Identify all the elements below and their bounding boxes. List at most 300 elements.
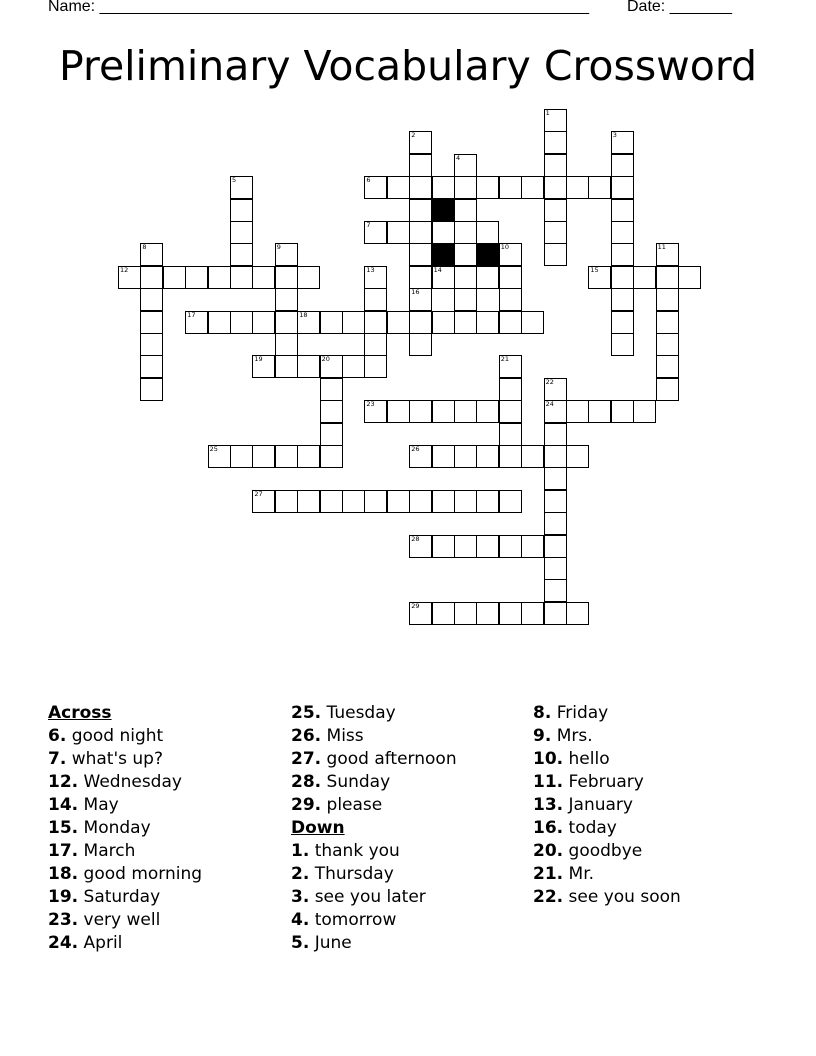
clue-number: 1. bbox=[291, 841, 310, 861]
crossword-cell[interactable] bbox=[230, 266, 253, 289]
clue-item bbox=[533, 886, 681, 909]
crossword-cell[interactable] bbox=[432, 266, 455, 289]
crossword-cell[interactable] bbox=[566, 400, 589, 423]
clue-number: 4. bbox=[291, 910, 310, 930]
crossword-cell[interactable] bbox=[364, 400, 387, 423]
crossword-cell[interactable] bbox=[454, 311, 477, 334]
crossword-cell[interactable] bbox=[297, 445, 320, 468]
crossword-cell[interactable] bbox=[409, 535, 432, 558]
crossword-cell[interactable] bbox=[544, 557, 567, 580]
crossword-cell[interactable] bbox=[432, 535, 455, 558]
crossword-cell[interactable] bbox=[454, 288, 477, 311]
crossword-cell[interactable] bbox=[364, 176, 387, 199]
crossword-cell[interactable] bbox=[140, 333, 163, 356]
clue-text: Wednesday bbox=[83, 772, 182, 792]
clue-item bbox=[291, 794, 457, 817]
crossword-cell[interactable] bbox=[454, 490, 477, 513]
crossword-cell[interactable] bbox=[208, 311, 231, 334]
crossword-cell[interactable] bbox=[566, 445, 589, 468]
crossword-cell[interactable] bbox=[409, 400, 432, 423]
clue-number-label: 29 bbox=[411, 601, 420, 610]
crossword-cell[interactable] bbox=[544, 221, 567, 244]
crossword-cell[interactable] bbox=[230, 221, 253, 244]
crossword-cell[interactable] bbox=[364, 490, 387, 513]
clue-item bbox=[291, 702, 457, 725]
crossword-cell[interactable] bbox=[320, 490, 343, 513]
crossword-cell[interactable] bbox=[588, 400, 611, 423]
crossword-cell[interactable] bbox=[454, 602, 477, 625]
clue-number: 14. bbox=[48, 795, 79, 815]
crossword-cell[interactable] bbox=[409, 288, 432, 311]
crossword-cell[interactable] bbox=[364, 266, 387, 289]
clue-number-label: 14 bbox=[433, 265, 442, 274]
clue-text: tomorrow bbox=[314, 910, 397, 930]
clue-number: 18. bbox=[48, 864, 79, 884]
crossword-cell[interactable] bbox=[633, 266, 656, 289]
clue-number: 29. bbox=[291, 795, 322, 815]
crossword-cell[interactable] bbox=[544, 535, 567, 558]
crossword-cell[interactable] bbox=[521, 311, 544, 334]
crossword-cell[interactable] bbox=[499, 176, 522, 199]
crossword-cell[interactable] bbox=[454, 221, 477, 244]
clue-item bbox=[48, 817, 202, 840]
crossword-cell[interactable] bbox=[544, 512, 567, 535]
crossword-cell[interactable] bbox=[476, 490, 499, 513]
crossword-cell[interactable] bbox=[320, 378, 343, 401]
crossword-cell[interactable] bbox=[476, 535, 499, 558]
crossword-cell[interactable] bbox=[432, 311, 455, 334]
crossword-cell[interactable] bbox=[544, 131, 567, 154]
clue-number-label: 15 bbox=[590, 265, 599, 274]
clue-number: 20. bbox=[533, 841, 564, 861]
crossword-cell[interactable] bbox=[140, 378, 163, 401]
clue-item bbox=[48, 725, 202, 748]
crossword-cell[interactable] bbox=[387, 221, 410, 244]
crossword-cell[interactable] bbox=[656, 378, 679, 401]
crossword-cell[interactable] bbox=[611, 154, 634, 177]
crossword-cell[interactable] bbox=[364, 333, 387, 356]
clue-number-label: 4 bbox=[456, 153, 461, 162]
clues-column-3 bbox=[533, 702, 681, 909]
crossword-cell[interactable] bbox=[476, 266, 499, 289]
clue-number: 7. bbox=[48, 749, 67, 769]
clue-number-label: 20 bbox=[321, 355, 330, 364]
crossword-cell[interactable] bbox=[275, 490, 298, 513]
clue-text: very well bbox=[83, 910, 161, 930]
clue-item bbox=[533, 840, 681, 863]
clue-number-label: 6 bbox=[366, 176, 371, 185]
crossword-cell[interactable] bbox=[588, 266, 611, 289]
crossword-cell[interactable] bbox=[163, 266, 186, 289]
clue-number: 11. bbox=[533, 772, 564, 792]
crossword-cell[interactable] bbox=[544, 154, 567, 177]
crossword-cell[interactable] bbox=[230, 311, 253, 334]
crossword-cell[interactable] bbox=[499, 490, 522, 513]
clue-item bbox=[291, 863, 457, 886]
crossword-cell[interactable] bbox=[364, 311, 387, 334]
clue-item bbox=[291, 909, 457, 932]
clue-item bbox=[533, 702, 681, 725]
clue-item bbox=[533, 748, 681, 771]
crossword-cell[interactable] bbox=[544, 199, 567, 222]
down-heading: Down bbox=[291, 818, 345, 838]
clue-text: February bbox=[568, 772, 644, 792]
clue-item bbox=[291, 725, 457, 748]
crossword-cell[interactable] bbox=[611, 266, 634, 289]
clue-item bbox=[533, 771, 681, 794]
clue-number: 5. bbox=[291, 933, 310, 953]
crossword-cell[interactable] bbox=[409, 333, 432, 356]
crossword-cell[interactable] bbox=[476, 221, 499, 244]
crossword-cell[interactable] bbox=[566, 176, 589, 199]
crossword-cell[interactable] bbox=[476, 400, 499, 423]
crossword-cell[interactable] bbox=[140, 266, 163, 289]
clue-number: 25. bbox=[291, 703, 322, 723]
clue-number: 9. bbox=[533, 726, 552, 746]
crossword-cell[interactable] bbox=[611, 243, 634, 266]
crossword-cell[interactable] bbox=[320, 355, 343, 378]
clue-text: goodbye bbox=[568, 841, 643, 861]
clue-number-label: 13 bbox=[366, 265, 375, 274]
crossword-cell[interactable] bbox=[432, 602, 455, 625]
crossword-cell[interactable] bbox=[320, 445, 343, 468]
crossword-cell[interactable] bbox=[208, 266, 231, 289]
crossword-cell[interactable] bbox=[432, 490, 455, 513]
crossword-cell[interactable] bbox=[297, 355, 320, 378]
crossword-cell[interactable] bbox=[544, 467, 567, 490]
clue-item bbox=[48, 932, 202, 955]
clue-item bbox=[48, 886, 202, 909]
crossword-cell[interactable] bbox=[454, 199, 477, 222]
clue-text: please bbox=[326, 795, 383, 815]
clue-item bbox=[291, 840, 457, 863]
clue-number: 15. bbox=[48, 818, 79, 838]
crossword-cell[interactable] bbox=[275, 445, 298, 468]
clue-item bbox=[533, 794, 681, 817]
clue-text: good afternoon bbox=[326, 749, 457, 769]
crossword-cell[interactable] bbox=[409, 266, 432, 289]
clue-number-label: 22 bbox=[545, 377, 554, 386]
crossword-cell[interactable] bbox=[454, 400, 477, 423]
crossword-cell[interactable] bbox=[252, 445, 275, 468]
crossword-cell[interactable] bbox=[387, 400, 410, 423]
crossword-cell[interactable] bbox=[566, 602, 589, 625]
clue-number-label: 2 bbox=[411, 131, 416, 140]
crossword-cell[interactable] bbox=[409, 221, 432, 244]
clue-text: Tuesday bbox=[326, 703, 396, 723]
clue-item bbox=[291, 771, 457, 794]
crossword-cell[interactable] bbox=[364, 221, 387, 244]
crossword-cell[interactable] bbox=[409, 199, 432, 222]
clue-item bbox=[48, 771, 202, 794]
crossword-cell[interactable] bbox=[499, 355, 522, 378]
crossword-cell[interactable] bbox=[678, 266, 701, 289]
clue-number: 13. bbox=[533, 795, 564, 815]
date-field-label: Date: _______ bbox=[627, 0, 732, 15]
crossword-cell[interactable] bbox=[140, 311, 163, 334]
crossword-cell[interactable] bbox=[544, 445, 567, 468]
crossword-cell[interactable] bbox=[499, 243, 522, 266]
clue-number-label: 12 bbox=[120, 265, 129, 274]
crossword-cell[interactable] bbox=[544, 400, 567, 423]
crossword-cell[interactable] bbox=[476, 445, 499, 468]
clue-item bbox=[291, 886, 457, 909]
clue-text: Sunday bbox=[326, 772, 391, 792]
crossword-cell[interactable] bbox=[656, 243, 679, 266]
crossword-cell[interactable] bbox=[252, 490, 275, 513]
clue-text: good morning bbox=[83, 864, 203, 884]
clue-item bbox=[48, 909, 202, 932]
crossword-cell[interactable] bbox=[252, 355, 275, 378]
clue-number-label: 21 bbox=[500, 355, 510, 364]
clue-item bbox=[291, 932, 457, 955]
crossword-cell[interactable] bbox=[320, 311, 343, 334]
clue-item bbox=[533, 863, 681, 886]
crossword-cell[interactable] bbox=[544, 490, 567, 513]
crossword-cell[interactable] bbox=[364, 288, 387, 311]
clue-text: Friday bbox=[556, 703, 609, 723]
clue-number-label: 11 bbox=[657, 243, 666, 252]
crossword-cell[interactable] bbox=[521, 602, 544, 625]
crossword-cell[interactable] bbox=[611, 199, 634, 222]
crossword-cell[interactable] bbox=[432, 445, 455, 468]
clue-number: 12. bbox=[48, 772, 79, 792]
clue-number-label: 10 bbox=[500, 243, 510, 252]
crossword-cell[interactable] bbox=[118, 266, 141, 289]
crossword-cell[interactable] bbox=[454, 176, 477, 199]
clue-number: 6. bbox=[48, 726, 67, 746]
crossword-cell[interactable] bbox=[521, 445, 544, 468]
crossword-cell[interactable] bbox=[454, 535, 477, 558]
clue-number-label: 28 bbox=[411, 534, 420, 543]
crossword-cell[interactable] bbox=[140, 355, 163, 378]
clue-item bbox=[48, 748, 202, 771]
clues-column-2 bbox=[291, 702, 457, 955]
crossword-cell[interactable] bbox=[230, 176, 253, 199]
crossword-cell[interactable] bbox=[499, 378, 522, 401]
crossword-cell[interactable] bbox=[342, 490, 365, 513]
crossword-cell[interactable] bbox=[499, 311, 522, 334]
crossword-cell[interactable] bbox=[297, 311, 320, 334]
crossword-cell[interactable] bbox=[544, 579, 567, 602]
crossword-cell[interactable] bbox=[342, 311, 365, 334]
clue-number-label: 19 bbox=[254, 355, 263, 364]
clue-item bbox=[533, 725, 681, 748]
crossword-black-cell bbox=[432, 243, 455, 266]
crossword-cell[interactable] bbox=[454, 266, 477, 289]
crossword-cell[interactable] bbox=[297, 266, 320, 289]
clue-number: 2. bbox=[291, 864, 310, 884]
crossword-cell[interactable] bbox=[409, 490, 432, 513]
crossword-cell[interactable] bbox=[656, 333, 679, 356]
crossword-cell[interactable] bbox=[656, 311, 679, 334]
crossword-cell[interactable] bbox=[544, 378, 567, 401]
crossword-cell[interactable] bbox=[611, 131, 634, 154]
crossword-cell[interactable] bbox=[476, 311, 499, 334]
crossword-cell[interactable] bbox=[275, 243, 298, 266]
clue-text: April bbox=[83, 933, 123, 953]
clue-number: 3. bbox=[291, 887, 310, 907]
crossword-cell[interactable] bbox=[499, 445, 522, 468]
clue-text: Monday bbox=[83, 818, 151, 838]
crossword-cell[interactable] bbox=[409, 311, 432, 334]
crossword-cell[interactable] bbox=[185, 266, 208, 289]
crossword-cell[interactable] bbox=[521, 176, 544, 199]
crossword-cell[interactable] bbox=[544, 176, 567, 199]
clue-text: Miss bbox=[326, 726, 364, 746]
crossword-cell[interactable] bbox=[611, 400, 634, 423]
clue-number: 21. bbox=[533, 864, 564, 884]
crossword-cell[interactable] bbox=[611, 176, 634, 199]
clue-number: 24. bbox=[48, 933, 79, 953]
clue-text: June bbox=[314, 933, 352, 953]
crossword-cell[interactable] bbox=[409, 445, 432, 468]
crossword-cell[interactable] bbox=[454, 243, 477, 266]
clue-number: 10. bbox=[533, 749, 564, 769]
clue-item bbox=[48, 863, 202, 886]
crossword-cell[interactable] bbox=[275, 333, 298, 356]
crossword-cell[interactable] bbox=[499, 266, 522, 289]
clue-text: Thursday bbox=[314, 864, 394, 884]
clue-number: 23. bbox=[48, 910, 79, 930]
crossword-cell[interactable] bbox=[252, 311, 275, 334]
clue-number: 27. bbox=[291, 749, 322, 769]
crossword-cell[interactable] bbox=[544, 109, 567, 132]
page-title: Preliminary Vocabulary Crossword bbox=[58, 42, 758, 90]
crossword-cell[interactable] bbox=[185, 311, 208, 334]
clue-number-label: 25 bbox=[209, 445, 218, 453]
clue-number: 26. bbox=[291, 726, 322, 746]
crossword-cell[interactable] bbox=[275, 355, 298, 378]
crossword-cell[interactable] bbox=[476, 602, 499, 625]
crossword-cell[interactable] bbox=[432, 176, 455, 199]
crossword-cell[interactable] bbox=[499, 602, 522, 625]
clue-number-label: 3 bbox=[612, 131, 617, 140]
crossword-cell[interactable] bbox=[544, 423, 567, 446]
clue-number-label: 5 bbox=[232, 176, 237, 185]
crossword-cell[interactable] bbox=[476, 176, 499, 199]
clue-number: 28. bbox=[291, 772, 322, 792]
crossword-cell[interactable] bbox=[275, 266, 298, 289]
clue-number-label: 9 bbox=[276, 243, 281, 252]
crossword-cell[interactable] bbox=[140, 243, 163, 266]
clue-item bbox=[48, 840, 202, 863]
crossword-cell[interactable] bbox=[230, 243, 253, 266]
crossword-cell[interactable] bbox=[544, 243, 567, 266]
name-field-label: Name: _______________________________________________________ bbox=[48, 0, 589, 15]
clue-item bbox=[291, 748, 457, 771]
crossword-cell[interactable] bbox=[409, 602, 432, 625]
crossword-cell[interactable] bbox=[544, 602, 567, 625]
crossword-cell[interactable] bbox=[611, 221, 634, 244]
clue-number-label: 18 bbox=[299, 310, 308, 319]
clue-number-label: 23 bbox=[366, 400, 375, 409]
clue-number-label: 1 bbox=[545, 109, 550, 117]
crossword-cell[interactable] bbox=[320, 423, 343, 446]
crossword-cell[interactable] bbox=[499, 535, 522, 558]
crossword-cell[interactable] bbox=[521, 535, 544, 558]
clue-number-label: 17 bbox=[187, 310, 196, 319]
crossword-cell[interactable] bbox=[656, 266, 679, 289]
clue-text: what's up? bbox=[71, 749, 163, 769]
clue-text: Mr. bbox=[568, 864, 595, 884]
clues-column-1 bbox=[48, 702, 202, 955]
crossword-cell[interactable] bbox=[342, 355, 365, 378]
crossword-cell[interactable] bbox=[252, 266, 275, 289]
clue-item bbox=[533, 817, 681, 840]
clue-text: May bbox=[83, 795, 119, 815]
clue-text: see you later bbox=[314, 887, 426, 907]
crossword-cell[interactable] bbox=[611, 333, 634, 356]
clue-number-label: 16 bbox=[411, 288, 420, 297]
crossword-cell[interactable] bbox=[409, 131, 432, 154]
clue-text: thank you bbox=[314, 841, 400, 861]
crossword-cell[interactable] bbox=[611, 288, 634, 311]
clue-text: Mrs. bbox=[556, 726, 593, 746]
clue-number: 16. bbox=[533, 818, 564, 838]
clue-number-label: 24 bbox=[545, 400, 554, 409]
crossword-cell[interactable] bbox=[320, 400, 343, 423]
crossword-cell[interactable] bbox=[230, 199, 253, 222]
crossword-cell[interactable] bbox=[208, 445, 231, 468]
clue-number: 8. bbox=[533, 703, 552, 723]
crossword-cell[interactable] bbox=[656, 288, 679, 311]
crossword-cell[interactable] bbox=[432, 221, 455, 244]
crossword-cell[interactable] bbox=[387, 311, 410, 334]
crossword-cell[interactable] bbox=[588, 176, 611, 199]
crossword-cell[interactable] bbox=[230, 445, 253, 468]
clue-number: 19. bbox=[48, 887, 79, 907]
crossword-cell[interactable] bbox=[499, 288, 522, 311]
clue-text: Saturday bbox=[83, 887, 161, 907]
crossword-cell[interactable] bbox=[409, 243, 432, 266]
crossword-cell[interactable] bbox=[611, 311, 634, 334]
clue-text: today bbox=[568, 818, 617, 838]
clue-number: 17. bbox=[48, 841, 79, 861]
clue-text: March bbox=[83, 841, 136, 861]
clue-number-label: 7 bbox=[366, 221, 371, 229]
crossword-cell[interactable] bbox=[633, 400, 656, 423]
clue-text: January bbox=[568, 795, 633, 815]
crossword-cell[interactable] bbox=[140, 288, 163, 311]
clue-text: see you soon bbox=[568, 887, 681, 907]
clue-text: good night bbox=[71, 726, 164, 746]
crossword-cell[interactable] bbox=[387, 490, 410, 513]
crossword-cell[interactable] bbox=[275, 311, 298, 334]
crossword-cell[interactable] bbox=[387, 176, 410, 199]
across-heading: Across bbox=[48, 703, 112, 723]
clue-number-label: 8 bbox=[142, 243, 147, 252]
crossword-cell[interactable] bbox=[432, 400, 455, 423]
crossword-cell[interactable] bbox=[364, 355, 387, 378]
crossword-black-cell bbox=[476, 243, 499, 266]
crossword-cell[interactable] bbox=[499, 400, 522, 423]
clue-number: 22. bbox=[533, 887, 564, 907]
clue-number-label: 27 bbox=[254, 489, 263, 498]
clue-number-label: 26 bbox=[411, 445, 420, 453]
clue-item bbox=[48, 794, 202, 817]
crossword-cell[interactable] bbox=[275, 288, 298, 311]
crossword-cell[interactable] bbox=[499, 423, 522, 446]
crossword-cell[interactable] bbox=[454, 445, 477, 468]
crossword-cell[interactable] bbox=[454, 154, 477, 177]
crossword-cell[interactable] bbox=[656, 355, 679, 378]
crossword-cell[interactable] bbox=[409, 154, 432, 177]
crossword-cell[interactable] bbox=[297, 490, 320, 513]
crossword-black-cell bbox=[432, 199, 455, 222]
clue-text: hello bbox=[568, 749, 610, 769]
crossword-cell[interactable] bbox=[409, 176, 432, 199]
